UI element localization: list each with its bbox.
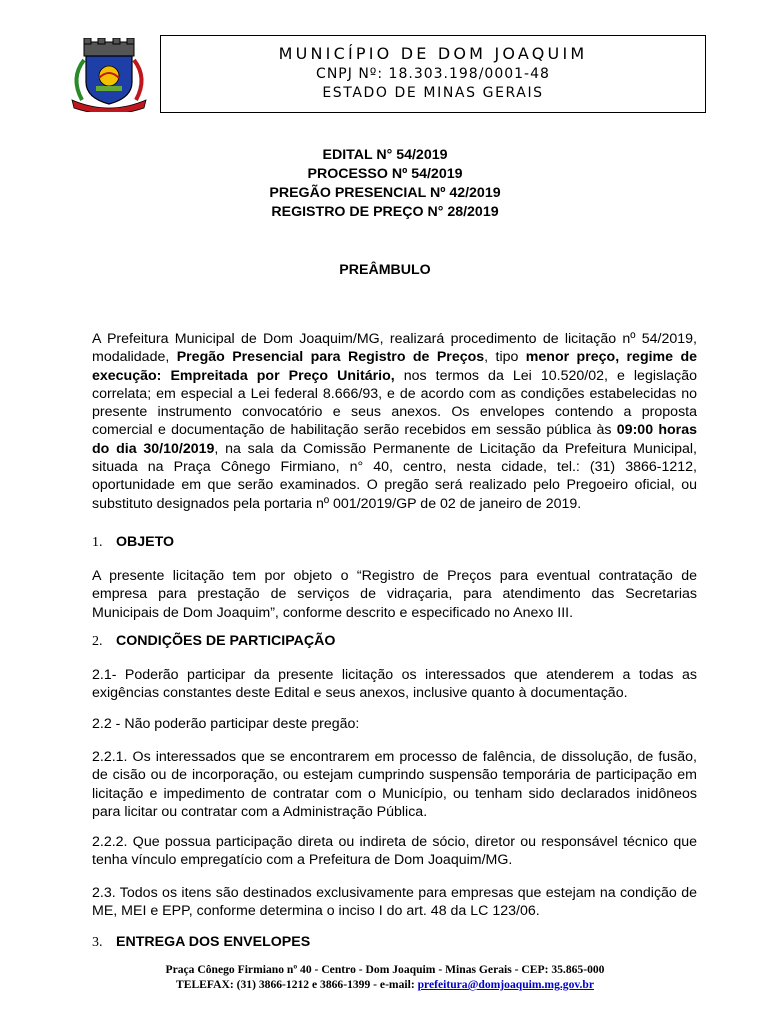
footer-email-link[interactable]: prefeitura@domjoaquim.mg.gov.br (417, 978, 595, 991)
paragraph-2-3: 2.3. Todos os itens são destinados exclusivamente para empresas que estejam na condição de ME, MEI e EPP, conforme determina o inciso I do art. 48 da LC 123/06. (92, 885, 697, 920)
preambulo-bold-3: 09:00 horas do dia 30/10/2019 (92, 422, 697, 457)
document-titles (0, 146, 770, 222)
preambulo-bold-1: Pregão Presencial para Registro de Preços (176, 349, 485, 366)
pregao-number: PREGÃO PRESENCIAL Nº 42/2019 (269, 185, 501, 201)
section-title: CONDIÇÕES DE PARTICIPAÇÃO (116, 633, 336, 649)
municipal-crest-icon (66, 38, 152, 112)
cnpj: CNPJ Nº: 18.303.198/0001-48 (316, 66, 550, 82)
objeto-paragraph: A presente licitação tem por objeto o “Registro de Preços para eventual contratação de empresa para prestação de serviços de vidraçaria, para atendimento das Secretarias Municipais de Dom Joaquim”, conforme descrito e especificado no Anexo III. (92, 568, 697, 621)
paragraph-2-2: 2.2 - Não poderão participar deste pregão: (92, 716, 360, 732)
preambulo-heading: PREÂMBULO (339, 262, 431, 278)
section-number: 3. (92, 935, 103, 950)
edital-number: EDITAL N° 54/2019 (322, 147, 448, 163)
section-3-heading (92, 934, 310, 951)
paragraph-2-2-2: 2.2.2. Que possua participação direta ou indireta de sócio, diretor ou responsável técnico que tenha vínculo empregatício com a Prefeitura de Dom Joaquim/MG. (92, 834, 697, 869)
page-footer (0, 962, 770, 992)
footer-contact (0, 977, 770, 992)
footer-phone: TELEFAX: (31) 3866-1212 e 3866-1399 - e-mail: (175, 978, 418, 991)
section-1-heading (92, 534, 174, 551)
municipality-name: MUNICÍPIO DE DOM JOAQUIM (278, 44, 588, 63)
header-box (160, 35, 706, 113)
registro-number: REGISTRO DE PREÇO N° 28/2019 (271, 204, 499, 220)
section-number: 2. (92, 634, 103, 649)
preambulo-text-4: , na sala da Comissão Permanente de Licitação da Prefeitura Municipal, situada na Praça Cônego Firmiano, n° 40, centro, nesta cidade, tel.: (31) 3866-1212, oportunidade em que serão examinados. O pregão será realizado pelo Pregoeiro oficial, ou substituto designados pela portaria nº 001/2019/GP de 02 de janeiro de 2019. (92, 440, 697, 512)
section-title: ENTREGA DOS ENVELOPES (116, 934, 311, 950)
processo-number: PROCESSO Nº 54/2019 (307, 166, 463, 182)
preambulo-text-3: nos termos da Lei 10.520/02, e legislação correlata; em especial a Lei federal 8.666/93, e de acordo com as condições estabelecidas no presente instrumento convocatório e seus anexos. Os envelopes contendo a proposta comercial e documentação de habilitação serão recebidos em sessão pública às (92, 367, 697, 439)
paragraph-2-2-1: 2.2.1. Os interessados que se encontrarem em processo de falência, de dissolução, de fusão, de cisão ou de incorporação, ou estejam cumprindo suspensão temporária de participação em licitação e impedimento de contratar com o Município, ou tenham sido declarados inidôneos para licitar ou contratar com a Administração Pública. (92, 749, 697, 820)
preambulo-text-1: A Prefeitura Municipal de Dom Joaquim/MG, realizará procedimento de licitação nº 54/2019, modalidade, (92, 331, 697, 366)
footer-address: Praça Cônego Firmiano nº 40 - Centro - Dom Joaquim - Minas Gerais - CEP: 35.865-000 (165, 963, 605, 976)
section-2-heading (92, 633, 335, 650)
preambulo-bold-2: menor preço, regime de execução: Empreitada por Preço Unitário, (92, 349, 698, 384)
section-title: OBJETO (116, 534, 175, 550)
paragraph-2-1: 2.1- Poderão participar da presente licitação os interessados que atenderem a todas as exigências constantes deste Edital e seus anexos, inclusive quanto à documentação. (92, 667, 697, 702)
state-name: ESTADO DE MINAS GERAIS (322, 85, 544, 101)
section-number: 1. (92, 535, 103, 550)
preambulo-text-2: , tipo (484, 349, 526, 366)
preambulo-paragraph (92, 330, 697, 513)
